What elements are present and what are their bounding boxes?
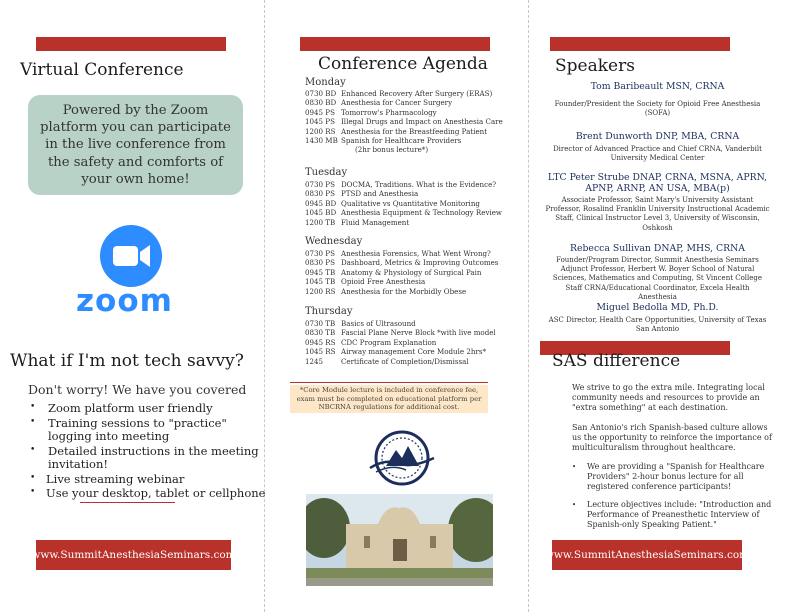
website-link-right[interactable]: www.SummitAnesthesiaSeminars.com [552, 540, 742, 570]
tech-savvy-heading: What if I'm not tech savvy? [10, 351, 244, 371]
sas-paragraph-1: We strive to go the extra mile. Integrating local community needs and resources to provide an "extra something" at each destination. [572, 383, 765, 412]
footnote-divider [290, 382, 488, 383]
core-module-footnote: *Core Module lecture is included in conference fee, exam must be completed on educational platform per NBCRNA regulations for additional cost. [290, 385, 488, 413]
session-row: 0730 PS Anesthesia Forensics, What Went Wrong? [305, 249, 491, 258]
speaker-name: LTC Peter Strube DNAP, CRNA, MSNA, APRN, APNP, ARNP, AN USA, MBA(p) [547, 172, 768, 194]
sas-paragraph-2: San Antonio's rich Spanish-based culture allows us the opportunity to reinforce the importance of multiculturalism throughout healthcare. [572, 423, 772, 452]
speaker-name: Tom Baribeault MSN, CRNA [590, 81, 725, 92]
session-row: 1245 Certificate of Completion/Dismissal [305, 356, 469, 366]
session-row: 0945 TB Anatomy & Physiology of Surgical Pain [305, 267, 482, 277]
list-item: • Detailed instructions in the meeting invitation! [30, 443, 259, 472]
panel-title-virtual: Virtual Conference [20, 60, 184, 80]
accent-bar-right [550, 37, 730, 51]
speaker-role: ASC Director, Health Care Opportunities, University of Texas San Antonio [548, 316, 767, 334]
list-item: • Live streaming webinar [30, 471, 185, 486]
session-row: 1200 TB Fluid Management [305, 217, 410, 227]
session-row: 1200 RS Anesthesia for the Breastfeeding Patient [305, 126, 488, 136]
speaker-name: Rebecca Sullivan DNAP, MHS, CRNA [569, 243, 745, 254]
agenda-title: Conference Agenda [318, 54, 488, 74]
day-sessions-thursday [305, 319, 505, 366]
powered-by-text: Powered by the Zoom platform you can participate in the live conference from the safety and comforts of your own home! [40, 103, 231, 187]
day-heading: Wednesday [305, 236, 363, 247]
day-sessions-wednesday [305, 249, 505, 296]
zoom-camera-logo [100, 225, 162, 287]
speaker-role: Founder/Program Director, Summit Anesthesia Seminars Adjunct Professor, Herbert W. Boyer School of Natural Sciences, Mathematics and Computing, St Vincent College Staff CRNA/Educational Coordinator, Excela Health Anesthesia [552, 256, 763, 301]
session-row: 0730 PS DOCMA, Traditions. What is the Evidence? [305, 180, 497, 189]
speaker-role: Founder/President the Society for Opioid Free Anesthesia (SOFA) [554, 100, 761, 118]
fold-line-1 [264, 0, 265, 612]
sas-title: SAS difference [552, 351, 681, 371]
covered-subheading: Don't worry! We have you covered [28, 382, 247, 397]
fold-line-2 [528, 0, 529, 612]
speaker-name: Brent Dunworth DNP, MBA, CRNA [575, 131, 740, 142]
list-item: • Zoom platform user friendly [30, 401, 213, 415]
session-row: 0730 BD Enhanced Recovery After Surgery (ERAS) [305, 89, 493, 98]
session-row: 0945 PS Tomorrow's Pharmacology [305, 107, 437, 117]
session-row: 0830 PS Dashboard, Metrics & Improving Outcomes [305, 258, 499, 268]
session-row: (2hr bonus lecture*) [355, 145, 429, 155]
session-row: 0945 RS CDC Program Explanation [305, 337, 437, 347]
summit-seal-logo [366, 428, 438, 488]
session-row: 1200 RS Anesthesia for the Morbidly Obese [305, 286, 467, 296]
list-item: • We are providing a "Spanish for Healthcare Providers" 2-hour bonus lecture for all registered conference participants! [572, 462, 765, 491]
accent-bar-left [36, 37, 226, 51]
session-row: 0730 TB Basics of Ultrasound [305, 319, 416, 328]
session-row: 1045 PS Illegal Drugs and Impact on Anesthesia Care [305, 117, 503, 127]
speakers-title: Speakers [555, 56, 635, 76]
day-heading: Monday [305, 77, 346, 88]
speaker-role: Associate Professor, Saint Mary's University Assistant Professor, Rosalind Franklin University Instructional Academic Staff, Clinical Instructor Level 3, University of Wisconsin, Oshkosh [545, 196, 770, 232]
session-row: 0830 PS PTSD and Anesthesia [305, 189, 419, 199]
accent-bar-middle [300, 37, 490, 51]
session-row: 1045 BD Anesthesia Equipment & Technology Review [305, 208, 502, 218]
session-row: 1430 MB Spanish for Healthcare Providers [305, 136, 462, 146]
alamo-photo [306, 494, 493, 586]
day-heading: Thursday [305, 306, 353, 317]
speaker-name: Miguel Bedolla MD, Ph.D. [596, 302, 719, 313]
powered-by-box [28, 95, 243, 195]
day-heading: Tuesday [305, 167, 348, 178]
divider-line [80, 502, 175, 503]
list-item: • Lecture objectives include: "Introduction and Performance of Preanesthetic Interview of Spanish-only Speaking Patient." [572, 500, 772, 529]
tech-bullet-list [28, 402, 268, 502]
session-row: 1045 RS Airway management Core Module 2hrs* [305, 347, 487, 357]
session-row: 0830 BD Anesthesia for Cancer Surgery [305, 98, 453, 108]
website-link-left[interactable]: www.SummitAnesthesiaSeminars.com [36, 540, 231, 570]
list-item: • Training sessions to "practice" logging into meeting [30, 415, 227, 444]
session-row: 0945 BD Qualitative vs Quantitative Monitoring [305, 198, 480, 208]
day-sessions-tuesday [305, 180, 505, 227]
day-sessions-monday [305, 89, 505, 155]
session-row: 0830 TB Fascial Plane Nerve Block *with live model [305, 328, 496, 338]
list-item: • Use your desktop, tablet or cellphone [30, 486, 266, 501]
speaker-role: Director of Advanced Practice and Chief CRNA, Vanderbilt University Medical Center [553, 145, 762, 163]
zoom-wordmark: zoom [76, 283, 173, 319]
session-row: 1045 TB Opioid Free Anesthesia [305, 277, 426, 287]
